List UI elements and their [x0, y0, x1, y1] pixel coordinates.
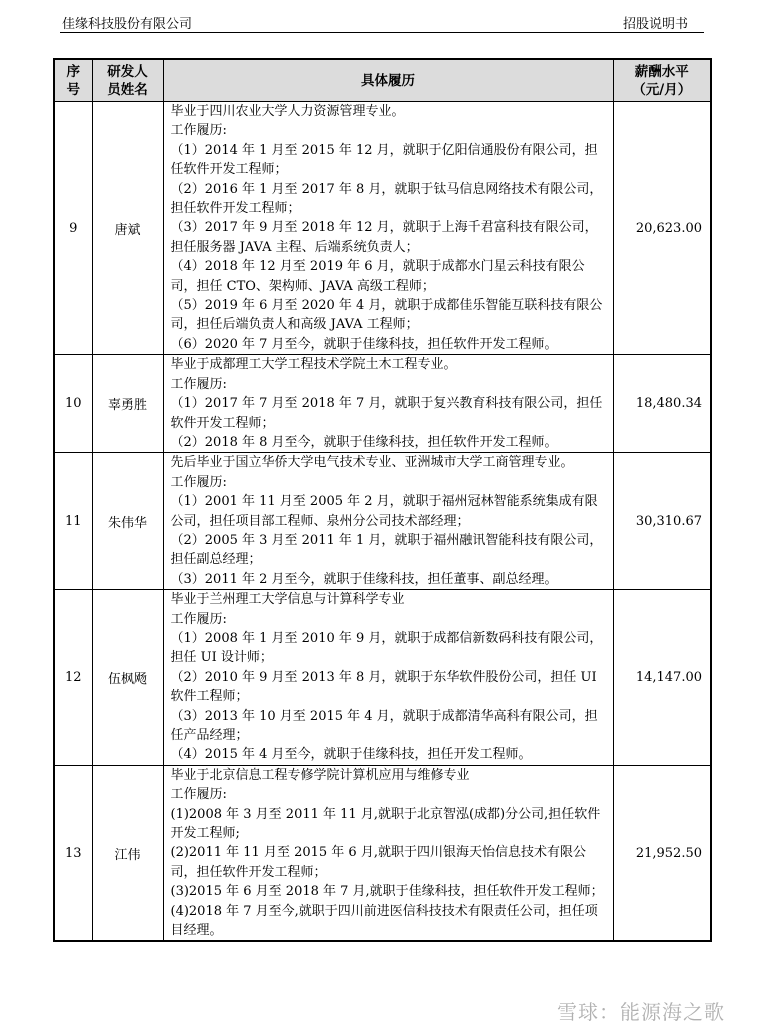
row-resume	[163, 590, 613, 766]
resume-line: （2）2016 年 1 月至 2017 年 8 月，就职于钛马信息网络技术有限公司，担任软件开发工程师；	[170, 181, 603, 217]
company-name: 佳缘科技股份有限公司	[62, 17, 193, 32]
resume-line: （1）2008 年 1 月至 2010 年 9 月，就职于成都信新数码科技有限公司，担任 UI 设计师；	[170, 630, 603, 666]
row-seq: 13	[54, 765, 92, 941]
resume-line: （3）2017 年 9 月至 2018 年 12 月，就职于上海千君富科技有限公司，担任服务器 JAVA 主程、后端系统负责人；	[170, 220, 598, 255]
row-salary: 14,147.00	[613, 590, 711, 766]
row-salary: 18,480.34	[613, 355, 711, 453]
row-seq: 12	[54, 590, 92, 766]
row-resume	[163, 765, 613, 941]
table-header-row	[54, 59, 711, 102]
resume-education-line: 毕业于兰州理工大学信息与计算科学专业	[170, 592, 405, 608]
resume-line: （4）2018 年 12 月至 2019 年 6 月，就职于成都水门星云科技有限公司，担任 CTO、架构师、JAVA 高级工程师；	[170, 259, 585, 294]
table-row	[54, 453, 711, 590]
column-header-resume: 具体履历	[163, 59, 613, 102]
resume-education-line: 先后毕业于国立华侨大学电气技术专业、亚洲城市大学工商管理专业。	[170, 455, 574, 471]
row-staff-name: 朱伟华	[92, 453, 163, 590]
row-salary: 21,952.50	[613, 765, 711, 941]
resume-line: 工作履历:	[170, 787, 227, 803]
resume-line: （3）2013 年 10 月至 2015 年 4 月，就职于成都清华高科有限公司，担任产品经理；	[170, 708, 598, 743]
resume-line: （3）2011 年 2 月至今，就职于佳缘科技，担任董事、副总经理。	[170, 571, 558, 587]
row-staff-name: 伍枫飏	[92, 590, 163, 766]
column-header-seq: 序 号	[54, 59, 92, 102]
resume-line: (4)2018 年 7 月至今,就职于四川前进医信科技技术有限责任公司，担任项目经理。	[170, 903, 598, 939]
column-header-name: 研发人 员姓名	[92, 59, 163, 102]
row-salary: 20,623.00	[613, 102, 711, 355]
table-row	[54, 102, 711, 355]
column-header-salary: 薪酬水平 （元/月）	[613, 59, 711, 102]
resume-line: 工作履历:	[170, 123, 227, 139]
table-row	[54, 765, 711, 941]
row-resume	[163, 453, 613, 590]
resume-line: （2）2005 年 3 月至 2011 年 1 月，就职于福州融讯智能科技有限公司，担任副总经理；	[170, 532, 603, 568]
resume-line: （4）2015 年 4 月至今，就职于佳缘科技，担任开发工程师。	[170, 747, 532, 763]
resume-line: 工作履历:	[170, 611, 227, 627]
row-resume	[163, 355, 613, 453]
row-seq: 10	[54, 355, 92, 453]
resume-line: （2）2010 年 9 月至 2013 年 8 月，就职于东华软件股份公司，担任 UI 软件工程师；	[170, 669, 597, 705]
resume-line: （6）2020 年 7 月至今，就职于佳缘科技，担任软件开发工程师。	[170, 336, 558, 352]
row-staff-name: 江伟	[92, 765, 163, 941]
resume-line: （1）2014 年 1 月至 2015 年 12 月，就职于亿阳信通股份有限公司，担任软件开发工程师；	[170, 142, 598, 178]
watermark: 雪球：能源海之歌	[557, 1000, 725, 1024]
resume-line: (3)2015 年 6 月至 2018 年 7 月,就职于佳缘科技，担任软件开发工程师；	[170, 884, 604, 900]
row-staff-name: 辜勇胜	[92, 355, 163, 453]
resume-line: 工作履历:	[170, 376, 227, 392]
page-header	[60, 10, 704, 33]
resume-line: 工作履历:	[170, 474, 227, 490]
row-seq: 9	[54, 102, 92, 355]
table-row	[54, 355, 711, 453]
resume-line: （1）2001 年 11 月至 2005 年 2 月，就职于福州冠林智能系统集成有限公司，担任项目部工程师、泉州分公司技术部经理；	[170, 494, 598, 529]
row-staff-name: 唐斌	[92, 102, 163, 355]
row-salary: 30,310.67	[613, 453, 711, 590]
rd-staff-table	[53, 58, 712, 942]
resume-line: （1）2017 年 7 月至 2018 年 7 月，就职于复兴教育科技有限公司，担任软件开发工程师；	[170, 396, 603, 431]
resume-education-line: 毕业于成都理工大学工程技术学院土木工程专业。	[170, 357, 457, 373]
row-seq: 11	[54, 453, 92, 590]
resume-line: (2)2011 年 11 月至 2015 年 6 月,就职于四川银海天怡信息技术有限公司，担任软件开发工程师；	[170, 845, 586, 880]
row-resume	[163, 102, 613, 355]
resume-education-line: 毕业于四川农业大学人力资源管理专业。	[170, 104, 405, 119]
resume-education-line: 毕业于北京信息工程专修学院计算机应用与维修专业	[170, 767, 470, 783]
table-row	[54, 590, 711, 766]
resume-line: （2）2018 年 8 月至今，就职于佳缘科技，担任软件开发工程师。	[170, 434, 558, 450]
resume-line: (1)2008 年 3 月至 2011 年 11 月,就职于北京智泓(成都)分公司,担任软件开发工程师;	[170, 806, 601, 842]
document-type: 招股说明书	[622, 17, 688, 32]
resume-line: （5）2019 年 6 月至 2020 年 4 月，就职于成都佳乐智能互联科技有限公司，担任后端负责人和高级 JAVA 工程师；	[170, 298, 603, 333]
